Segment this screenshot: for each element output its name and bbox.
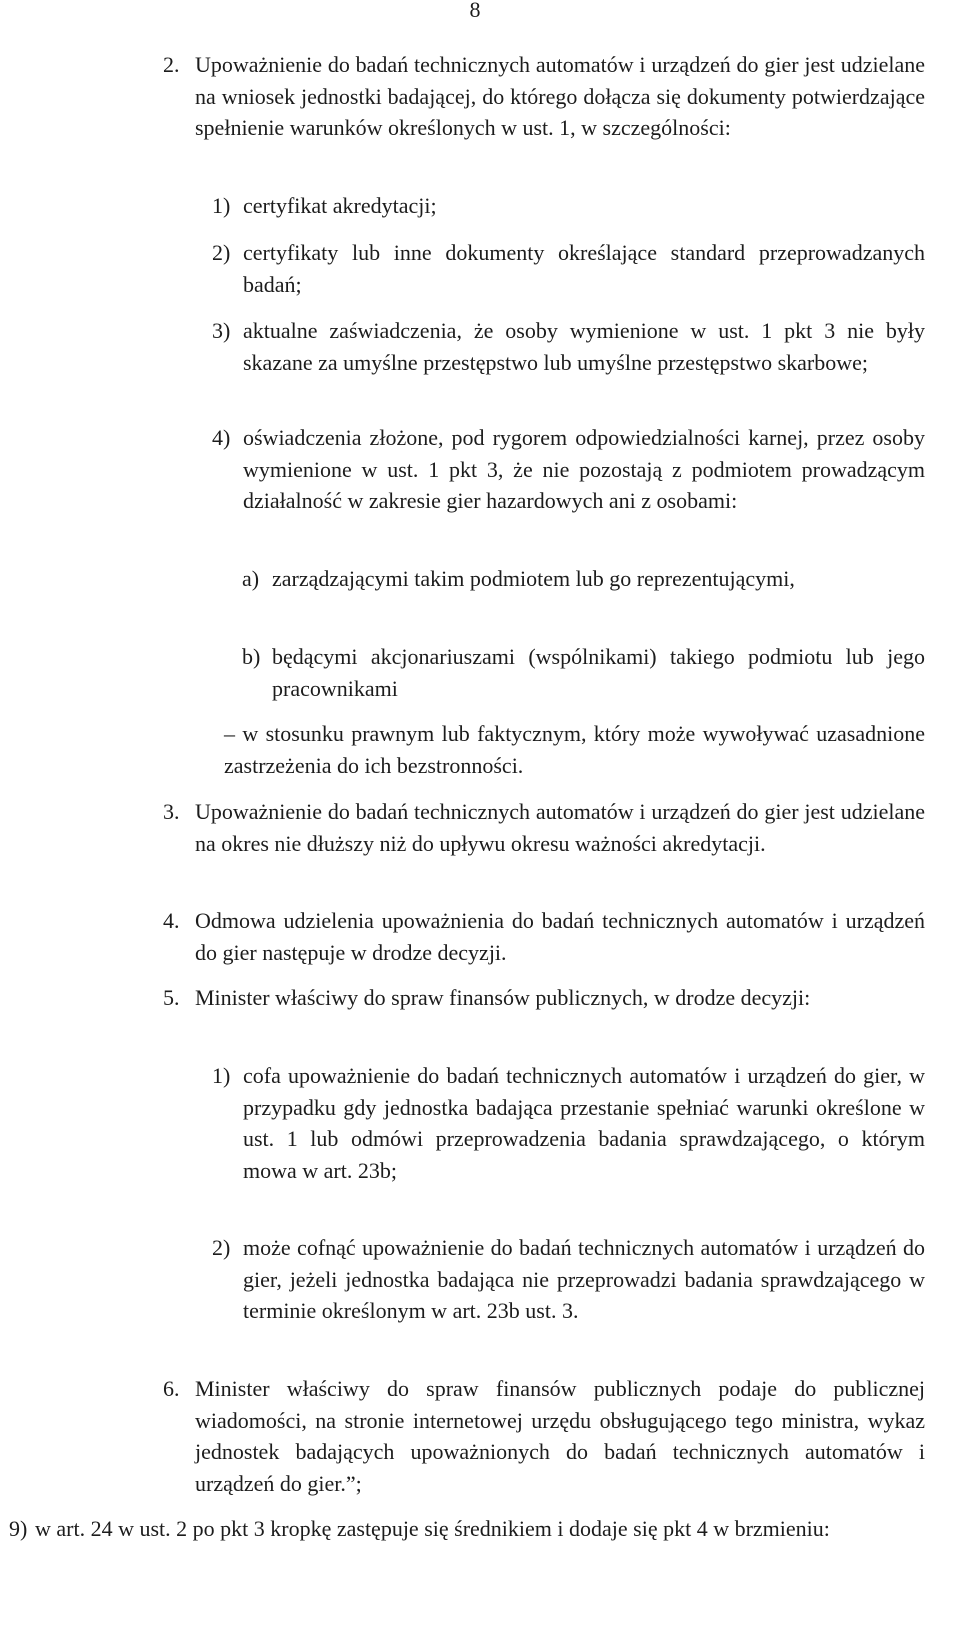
letter-number: a) [242, 566, 260, 591]
paragraph-text: Minister właściwy do spraw finansów publicznych, w drodze decyzji: [195, 985, 811, 1010]
point-number: 2) [212, 1235, 231, 1260]
paragraph-text: Upoważnienie do badań technicznych automatów i urządzeń do gier jest udzielane na okres nie dłuższy niż do upływu okresu ważności akredytacji. [195, 799, 925, 856]
amendment-item-9 [9, 1513, 925, 1545]
letter-b [242, 641, 925, 704]
point-number: 3) [212, 318, 231, 343]
point-text: aktualne zaświadczenia, że osoby wymienione w ust. 1 pkt 3 nie były skazane za umyślne przestępstwo lub umyślne przestępstwo skarbowe; [243, 318, 925, 375]
paragraph-text: Odmowa udzielenia upoważnienia do badań technicznych automatów i urządzeń do gier następuje w drodze decyzji. [195, 908, 925, 965]
point-5-1 [212, 1060, 925, 1186]
letter-text: zarządzającymi takim podmiotem lub go reprezentującymi, [272, 566, 795, 591]
point-2-1 [212, 190, 925, 222]
point-number: 1) [212, 193, 231, 218]
item-text: w art. 24 w ust. 2 po pkt 3 kropkę zastępuje się średnikiem i dodaje się pkt 4 w brzmieniu: [35, 1516, 830, 1541]
paragraph-2 [163, 49, 925, 144]
point-number: 4) [212, 425, 231, 450]
point-text: może cofnąć upoważnienie do badań technicznych automatów i urządzeń do gier, jeżeli jednostka badająca nie przeprowadzi badania sprawdzającego w terminie określonym w art. 23b ust. 3. [243, 1235, 925, 1323]
paragraph-5 [163, 982, 925, 1014]
point-text: certyfikaty lub inne dokumenty określające standard przeprowadzanych badań; [243, 240, 925, 297]
paragraph-6 [163, 1373, 925, 1499]
point-5-2 [212, 1232, 925, 1327]
point-text: oświadczenia złożone, pod rygorem odpowiedzialności karnej, przez osoby wymienione w ust. 1 pkt 3, że nie pozostają z podmiotem prowadzącym działalność w zakresie gier hazardowych ani z osobami: [243, 425, 925, 513]
point-number: 1) [212, 1063, 231, 1088]
point-text: cofa upoważnienie do badań technicznych automatów i urządzeń do gier, w przypadku gdy jednostka badająca przestanie spełniać warunki określone w ust. 1 lub odmówi przeprowadzenia badania sprawdzającego, o którym mowa w art. 23b; [243, 1063, 925, 1183]
tail-text: – w stosunku prawnym lub faktycznym, który może wywoływać uzasadnione zastrzeżenia do ich bezstronności. [224, 721, 925, 778]
point-2-2 [212, 237, 925, 300]
point-2-4-tail [224, 718, 925, 781]
paragraph-text: Minister właściwy do spraw finansów publicznych podaje do publicznej wiadomości, na stronie internetowej urzędu obsługującego tego ministra, wykaz jednostek badających upoważnionych do badań technicznych automatów i urządzeń do gier.”; [195, 1376, 925, 1496]
point-2-3 [212, 315, 925, 378]
page-number: 8 [469, 0, 481, 22]
letter-a [242, 563, 925, 595]
paragraph-number: 2. [163, 52, 180, 77]
point-number: 2) [212, 240, 231, 265]
point-text: certyfikat akredytacji; [243, 193, 437, 218]
paragraph-number: 3. [163, 799, 180, 824]
paragraph-text: Upoważnienie do badań technicznych automatów i urządzeń do gier jest udzielane na wniosek jednostki badającej, do którego dołącza się dokumenty potwierdzające spełnienie warunków określonych w ust. 1, w szczególności: [195, 52, 925, 140]
letter-number: b) [242, 644, 261, 669]
letter-text: będącymi akcjonariuszami (wspólnikami) takiego podmiotu lub jego pracownikami [272, 644, 925, 701]
paragraph-3 [163, 796, 925, 859]
paragraph-number: 6. [163, 1376, 180, 1401]
item-number: 9) [9, 1516, 28, 1541]
paragraph-number: 5. [163, 985, 180, 1010]
point-2-4 [212, 422, 925, 517]
paragraph-number: 4. [163, 908, 180, 933]
paragraph-4 [163, 905, 925, 968]
